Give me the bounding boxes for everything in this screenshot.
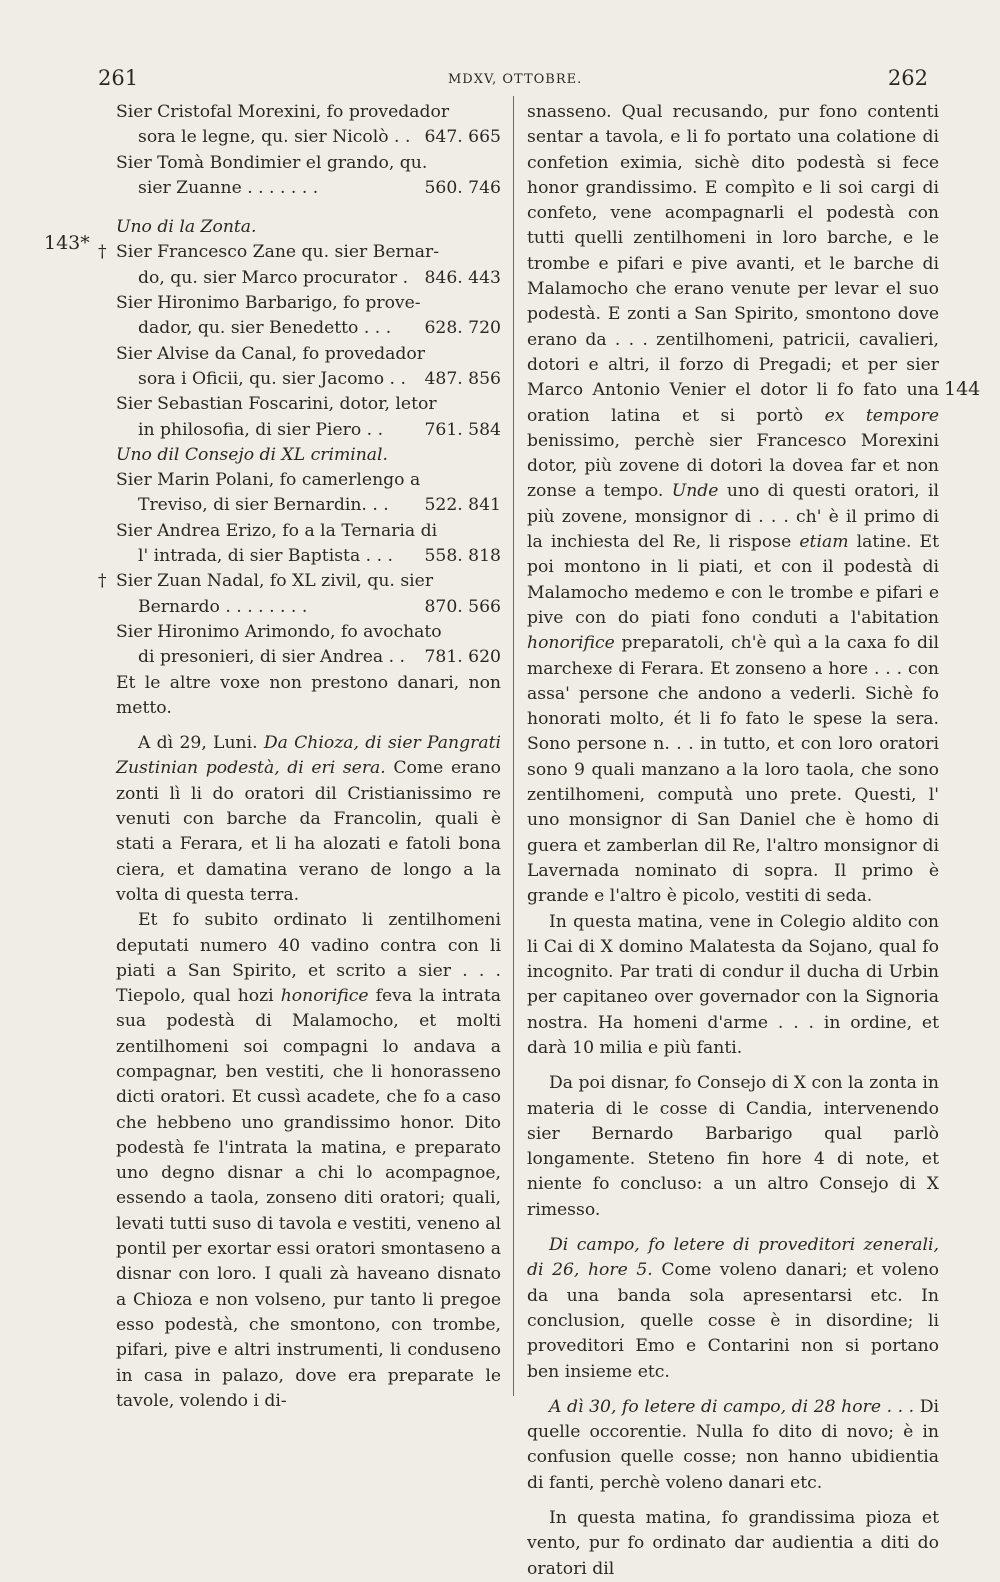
column-divider [513, 96, 514, 1396]
paragraph: Di campo, fo letere di proveditori zenerali, di 26, hore 5. Come voleno danari; et voleno da una banda sola apresentarsi etc. In conclusion, quelle cosse è in disordine; li proveditori Emo e Contarini non si portano ben insieme etc. [527, 1235, 939, 1382]
paragraph: snasseno. Qual recusando, pur fono contenti sentar a tavola, e li fo portato una colatione di confetion eximia, sichè dito podestà si fece honor grandissimo. E compìto e li soi cargi di confeto, vene acompagnarli el podestà con tutti quelli zentilhomeni in loro barche, e le trombe e pifari e pive avanti, et le barche di Malamocho che erano venute per levar el suo podestà. E zonti a San Spirito, smontono dove erano da . . . zentilhomeni, patricii, cavalieri, dotori e altri, il forzo di Pregadi; et per sier Marco Antonio Venier el dotor li fo fato una oration latina et si portò ex tempore benissimo, perchè sier Francesco Morexini dotor, più zovene di dotori la dovea far et non zonse a tempo. Unde uno di questi oratori, il più zovene, monsignor di . . . ch' è il primo di la inchiesta del Re, li rispose etiam latine. Et poi montono in li piati, et con il podestà di Malamocho medemo e con le trombe e pifari e pive con do piati fono conduti a l'abitation honorifice preparatoli, ch'è quì a la caxa fo dil marchexe di Ferara. Et zonseno a hore . . . con assa' persone che andono a vederli. Sichè fo honorati molto, ét li fo fato le spese la sera. Sono persone n. . . in tutto, et con loro oratori sono 9 quali manzano a la loro taola, che sono zentilhomeni, computà uno prete. Questi, l' uno monsignor di San Daniel che è homo di guera et zamberlan dil Re, l'altro monsignor di Lavernada nominato di sopra. Il primo è grande e l'altro è picolo, vestiti di seda. [527, 102, 940, 907]
vote-entry [116, 100, 501, 151]
paragraph: In questa matina, fo grandissima pioza et vento, pur fo ordinato dar audientia a diti do oratori dil [527, 1508, 939, 1579]
closing-note: Et le altre voxe non prestono danari, non metto. [116, 672, 501, 718]
entry-detail: di presonieri, di sier Andrea . . [138, 647, 406, 668]
right-column [527, 100, 939, 1582]
entry-name: Sier Alvise da Canal, fo provedador [116, 343, 425, 364]
entry-name: Sier Hironimo Arimondo, fo avochato [116, 621, 442, 642]
entry-detail: dador, qu. sier Benedetto . . . [138, 318, 392, 339]
entry-name: Sier Sebastian Foscarini, dotor, letor [116, 394, 437, 415]
vote-entry [98, 569, 501, 620]
entry-detail: l' intrada, di sier Baptista . . . [138, 546, 393, 567]
vote-entry [116, 291, 501, 342]
entry-votes: 846. 443 [424, 267, 501, 288]
paragraph: A dì 30, fo letere di campo, di 28 hore . . . Di quelle occorentie. Nulla fo dito di novo; è in confusion quelle cosse; non hanno ubidientia di fanti, perchè voleno danari etc. [527, 1396, 940, 1493]
entry-name: Sier Francesco Zane qu. sier Bernar- [116, 242, 440, 263]
margin-number-left: 143* [44, 232, 90, 254]
entry-name: Sier Zuan Nadal, fo XL zivil, qu. sier [116, 571, 434, 592]
entry-votes: 761. 584 [424, 419, 501, 440]
entry-votes: 558. 818 [424, 546, 501, 567]
entry-votes: 647. 665 [424, 127, 501, 148]
entry-name: Sier Hironimo Barbarigo, fo prove- [116, 293, 421, 314]
entry-votes: 628. 720 [424, 318, 501, 339]
vote-entry [116, 151, 501, 202]
section-heading: Uno di la Zonta. [116, 217, 257, 238]
margin-number-right: 144 [944, 378, 981, 400]
vote-entry [116, 342, 501, 393]
entry-votes: 781. 620 [424, 647, 501, 668]
entry-name: Sier Tomà Bondimier el grando, qu. [116, 152, 428, 173]
entry-votes: 487. 856 [424, 368, 501, 389]
entry-votes: 870. 566 [424, 596, 501, 617]
paragraph: A dì 29, Luni. Da Chioza, di sier Pangrati Zustinian podestà, di eri sera. Come erano zonti lì li do oratori dil Cristianissimo re venuti con barche da Francolin, quali è stati a Ferara, et li ha alozati e fatoli bona ciera, et damatina verano de longo a la volta di questa terra. [116, 733, 501, 905]
entry-votes: 522. 841 [424, 495, 501, 516]
dagger-mark: † [98, 242, 107, 263]
entry-detail: sora le legne, qu. sier Nicolò . . [138, 127, 411, 148]
paragraph: In questa matina, vene in Colegio aldito con li Cai di X domino Malatesta da Sojano, qual fo incognito. Par trati di condur il ducha di Urbin per capitaneo over governador con la Signoria nostra. Ha homeni d'arme . . . in ordine, et darà 10 milia e più fanti. [527, 911, 939, 1058]
entry-name: Sier Marin Polani, fo camerlengo a [116, 470, 421, 491]
paragraph: Da poi disnar, fo Consejo di X con la zonta in materia di le cosse di Candia, intervenendo sier Bernardo Barbarigo qual parlò longamente. Steteno fin hore 4 di note, et niente fo concluso: a un altro Consejo di X rimesso. [527, 1073, 939, 1220]
vote-entry [116, 620, 501, 671]
vote-entry [116, 392, 501, 443]
entry-detail: sora i Oficii, qu. sier Jacomo . . [138, 368, 406, 389]
left-column [98, 100, 501, 1414]
vote-entry [98, 240, 501, 291]
vote-entry [116, 468, 501, 519]
vote-entry [116, 519, 501, 570]
paragraph: Et fo subito ordinato li zentilhomeni deputati numero 40 vadino contra con li piati a San Spirito, et scrito a sier . . . Tiepolo, qual hozi honorifice feva la intrata sua podestà di Malamocho, et molti zentilhomeni soi compagni lo andava a compagnar, ben vestiti, che li honorasseno dicti oratori. Et cussì acadete, che fo a caso che hebbeno uno grandissimo honor. Dito podestà fe l'intrata la matina, e preparato uno degno disnar a chi lo acompagnoe, essendo a taola, zonseno diti oratori; quali, levati tutti suso di tavola e vestiti, veneno al pontil per exortar essi oratori smontaseno a disnar con loro. I quali zà haveano disnato a Chioza e non volseno, pur tanto li pregoe esso podestà, che smontono, con trombe, pifari, pive e altri instrumenti, li conduseno in casa in palazo, dove era preparate le tavole, volendo i di- [116, 910, 501, 1411]
page-header [0, 64, 1000, 94]
dagger-mark: † [98, 571, 107, 592]
entry-detail: Treviso, di sier Bernardin. . . [138, 495, 389, 516]
entry-name: Sier Andrea Erizo, fo a la Ternaria di [116, 520, 438, 541]
entry-detail: Bernardo . . . . . . . . [138, 596, 308, 617]
page-number-right: 262 [887, 66, 928, 90]
running-title: MDXV, OTTOBRE. [448, 72, 583, 87]
entry-name: Sier Cristofal Morexini, fo provedador [116, 102, 450, 122]
page-number-left: 261 [98, 66, 139, 90]
entry-detail: sier Zuanne . . . . . . . [138, 177, 319, 198]
entry-votes: 560. 746 [424, 177, 501, 198]
section-heading: Uno dil Consejo di XL criminal. [116, 444, 389, 465]
entry-detail: in philosofia, di sier Piero . . [138, 419, 384, 440]
entry-detail: do, qu. sier Marco procurator . [138, 267, 409, 288]
